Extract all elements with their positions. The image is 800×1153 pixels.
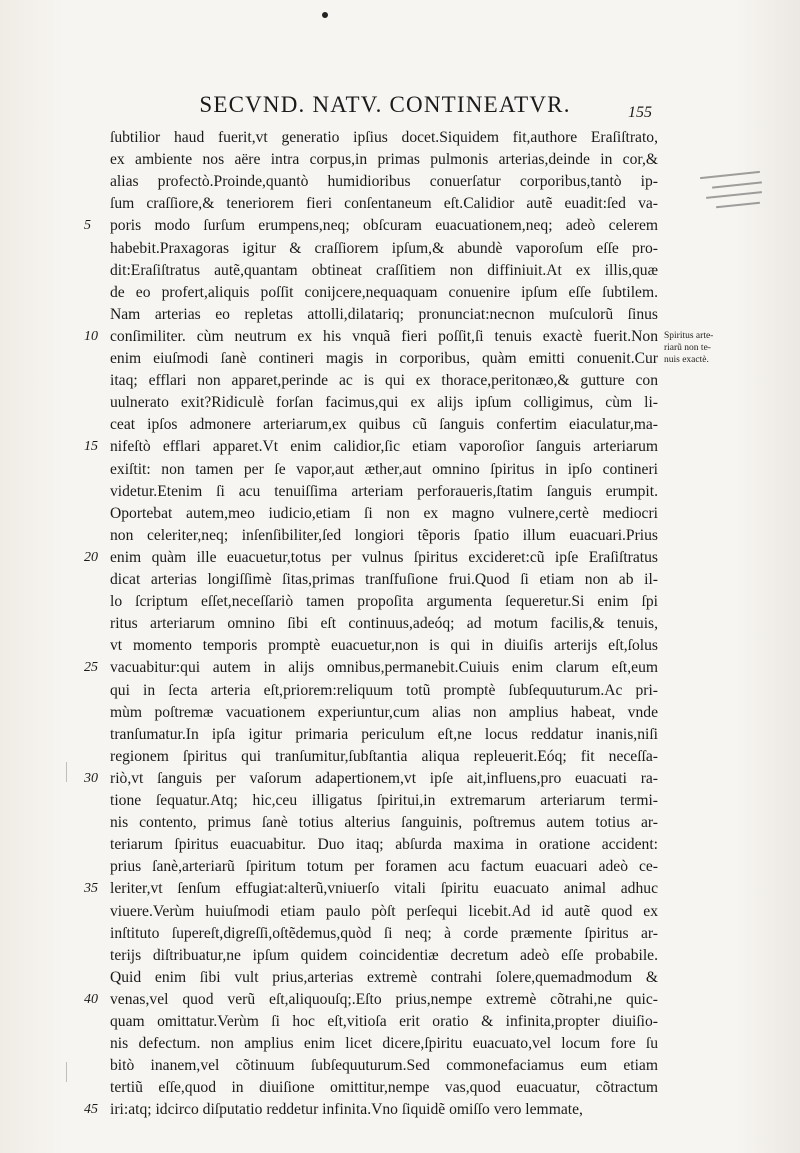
text-line: leriter,vt ſenſum effugiat:alterũ,vniuerſo vitali ſpiritu euacuato animal adhuc — [110, 880, 658, 898]
text-line: riò,vt ſanguis per vaſorum adapertionem,vt ipſe ait,influens,pro euacuati ra- — [110, 769, 658, 787]
text-line: conſimiliter. cùm neutrum ex his vnquã fieri poſſit,ſi tenuis exactè fuerit.Non — [110, 327, 658, 345]
line-number: 35 — [84, 881, 98, 897]
line-number: 45 — [84, 1102, 98, 1118]
text-line: ceat ipſos admonere arteriarum,ex quibus cũ ſanguis confertim eiaculatur,ma- — [110, 416, 658, 434]
text-line: mùm poſtremæ vacuationem experiuntur,cum alias non amplius habeat, vnde — [110, 703, 658, 721]
text-line: regionem ſpiritus qui tranſumitur,ſubſtantia aliqua repleuerit.Eóq; fit neceſſa- — [110, 747, 658, 765]
text-line: enim quàm ille euacuetur,totus per vulnus ſpiritus excideret:cũ ipſe Eraſiſtratus — [110, 548, 658, 566]
text-line: dit:Eraſiſtratus autẽ,quantam obtineat craſſitiem non diffiniuit.At ex illis,quæ — [110, 261, 658, 279]
text-line: non celeriter,neq; inſenſibiliter,ſed longiori tẽporis ſpatio illum euacuari.Prius — [110, 526, 658, 544]
text-line: habebit.Praxagoras igitur & craſſiorem ipſum,& abundè vaporoſum eſſe pro- — [110, 239, 658, 257]
text-line: nifeſtò efflari apparet.Vt enim calidior,ſic etiam vaporoſior ſanguis arteriarum — [110, 438, 658, 456]
text-line: dicat arterias longiſſimè ſitas,primas tranſfuſione frui.Quod ſi etiam non ab il- — [110, 571, 658, 588]
text-line: terijs diſtribuatur,ne ipſum quidem coincidentiæ decretum adeò eſſe probabile. — [110, 946, 658, 964]
text-line: alias profectò.Proinde,quantò humidioribus conuerſatur corporibus,tantò ip- — [110, 173, 658, 191]
text-line: venas,vel quod verũ eſt,aliquouſq;.Eſto prius,nempe extremè cõtrahi,ne quic- — [110, 990, 658, 1008]
text-line: Quid enim ſibi vult prius,arterias extremè contrahi ſolere,quemadmodum & — [110, 968, 658, 986]
text-line: exiſtit: non tamen per ſe vapor,aut æther,aut omnino ſpiritus in ipſo contineri — [110, 460, 658, 478]
text-line: teriarum ſpiritus euacuabitur. Duo itaq; abſurda maxima in oratione accident: — [110, 836, 658, 854]
text-line: iri:atq; idcirco diſputatio reddetur infinita.Vno ſiquidẽ omiſſo vero lemmate, — [110, 1101, 583, 1119]
text-line: vacuabitur:qui autem in alijs omnibus,permanebit.Cuiuis enim clarum eſt,eum — [110, 659, 658, 677]
line-number: 15 — [84, 439, 98, 455]
line-number: 5 — [84, 218, 91, 234]
text-line: qui in ſecta arteria eſt,priorem:reliquum totũ promptè ſubſequuturum.Ac pri- — [110, 681, 658, 699]
text-line: Oportebat autem,meo iudicio,etiam ſi non ex magno vulnere,certè mediocri — [110, 504, 658, 522]
margin-note — [664, 330, 740, 366]
text-line: ex ambiente nos aëre intra corpus,in primas pulmonis arterias,deinde in cor,& — [110, 151, 658, 169]
line-number: 20 — [84, 549, 98, 565]
text-line: ſubtilior haud fuerit,vt generatio ipſius docet.Siquidem fit,authore Eraſiſtrato, — [110, 129, 658, 146]
margin-mark — [66, 1062, 71, 1082]
text-line: itaq; efflari non apparet,perinde ac is qui ex thorace,peritonæo,& gutture con — [110, 372, 658, 390]
margin-note-line: Spiritus arte- — [664, 331, 714, 341]
text-line: quam omittatur.Verùm ſi hoc eſt,vitioſa erit oratio & infinita,propter diuiſio- — [110, 1013, 658, 1030]
margin-note-line: nuis exactè. — [664, 355, 709, 365]
margin-note-line: riarũ non te- — [664, 343, 711, 353]
text-line: ſum craſſiore,& teneriorem fieri conſentaneum eſt.Calidior autẽ euadit:ſed va- — [110, 195, 658, 213]
line-number: 30 — [84, 770, 98, 786]
text-line: Nam arterias eo repletas attolli,dilatariq; pronunciat:necnon muſculorũ ſinus — [110, 305, 658, 323]
text-line: tranſumatur.In ipſa igitur primaria periculum eſt,ne locus reddatur inanis,niſi — [110, 725, 658, 743]
text-line: bitò inanem,vel cõtinuum ſubſequuturum.Sed commonefaciamus eum etiam — [110, 1057, 658, 1075]
text-line: nis defectum. non amplius enim licet dicere,ſpiritu euacuato,vel locum fore ſu — [110, 1035, 658, 1053]
text-line: viuere.Verùm huiuſmodi etiam paulo pòſt perſequi licebit.Ad id autẽ quod ex — [110, 902, 658, 920]
line-number: 10 — [84, 328, 98, 344]
text-line: poris modo ſurſum erumpens,neq; obſcuram euacuationem,neq; adeò celerem — [110, 217, 658, 235]
text-line: enim eiuſmodi ſanè contineri magis in corporibus, quàm emitti conuenit.Cur — [110, 350, 658, 367]
text-line: nis contento, primus ſanè totius alterius ſanguinis, poſtremus autem totius ar- — [110, 814, 658, 832]
text-line: tertiũ eſſe,quod in diuiſione omittitur,nempe vas,quod euacuatur, cõtractum — [110, 1079, 658, 1097]
text-line: tione ſequatur.Atq; hic,ceu illigatus ſpiritui,in extremarum arteriarum termi- — [110, 792, 658, 809]
text-line: de eo profert,aliquis poſſit conijcere,nequaquam conuenire ipſum eſſe ſubtilem. — [110, 283, 658, 301]
text-line: uulnerato exit?Ridiculè forſan facimus,qui ex alijs ipſum colligimus, cùm li- — [110, 394, 658, 412]
line-number: 25 — [84, 660, 98, 676]
text-line: vt momento temporis promptè euacuetur,non is qui in diuiſis arterijs eſt,ſolus — [110, 637, 658, 655]
text-line: videtur.Etenim ſi acu tenuiſſima arteriam perforaueris,ſtatim ſanguis erumpit. — [110, 482, 658, 500]
line-number: 40 — [84, 991, 98, 1007]
page-number: 155 — [628, 104, 652, 121]
running-head: SECVND. NATV. CONTINEATVR. — [199, 92, 571, 117]
text-line: prius ſanè,arteriarũ ſpiritum totum per foramen acu factum euacuari adeò ce- — [110, 858, 658, 876]
text-line: ritus arteriarum omnino ſibi eſt continuus,adeóq; ad motum facilis,& tenuis, — [110, 615, 658, 633]
margin-mark — [66, 762, 71, 782]
text-line: inſtituto ſupereſt,digreſſi,oſtẽdemus,quòd ſi neq; à corde præmente ſpiritus ar- — [110, 924, 658, 942]
text-line: lo ſcriptum eſſet,neceſſariò tamen propoſita argumenta ſequeretur.Si enim ſpi — [110, 593, 658, 611]
